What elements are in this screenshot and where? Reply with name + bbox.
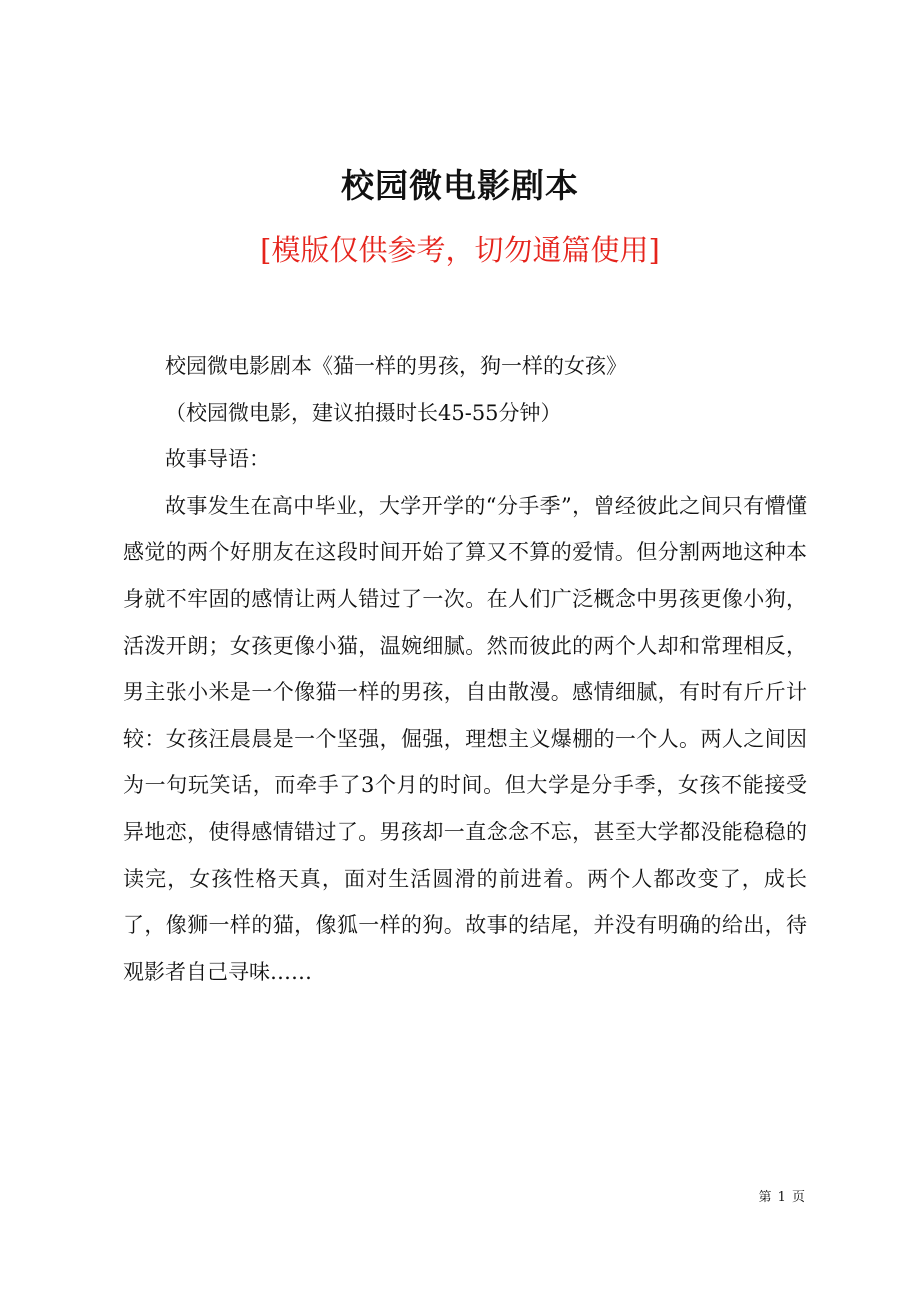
document-body <box>123 343 807 995</box>
paragraph-intro-heading: 故事导语： <box>165 447 270 472</box>
document-subtitle: [模版仅供参考，切勿通篇使用] <box>260 233 660 267</box>
paragraph-duration-note: （校园微电影，建议拍摄时长45-55分钟） <box>165 400 562 425</box>
paragraph-story-synopsis: 故事发生在高中毕业，大学开学的“分手季”，曾经彼此之间只有懵懂感觉的两个好朋友在这段时间开始了算又不算的爱情。但分割两地这种本身就不牢固的感情让两人错过了一次。在人们广泛概念中男孩更像小狗，活泼开朗；女孩更像小猫，温婉细腻。然而彼此的两个人却和常理相反，男主张小米是一个像猫一样的男孩，自由散漫。感情细腻，有时有斤斤计较：女孩汪晨晨是一个坚强，倔强，理想主义爆棚的一个人。两人之间因为一句玩笑话，而牵手了3个月的时间。但大学是分手季，女孩不能接受异地恋，使得感情错过了。男孩却一直念念不忘，甚至大学都没能稳稳的读完，女孩性格天真，面对生活圆滑的前进着。两个人都改变了，成长了，像狮一样的猫，像狐一样的狗。故事的结尾，并没有明确的给出，待观影者自己寻味…… <box>123 493 807 984</box>
document-title: 校园微电影剧本 <box>341 166 579 205</box>
page-number: 第 1 页 <box>758 1190 806 1205</box>
paragraph-script-title: 校园微电影剧本《猫一样的男孩，狗一样的女孩》 <box>165 354 627 378</box>
